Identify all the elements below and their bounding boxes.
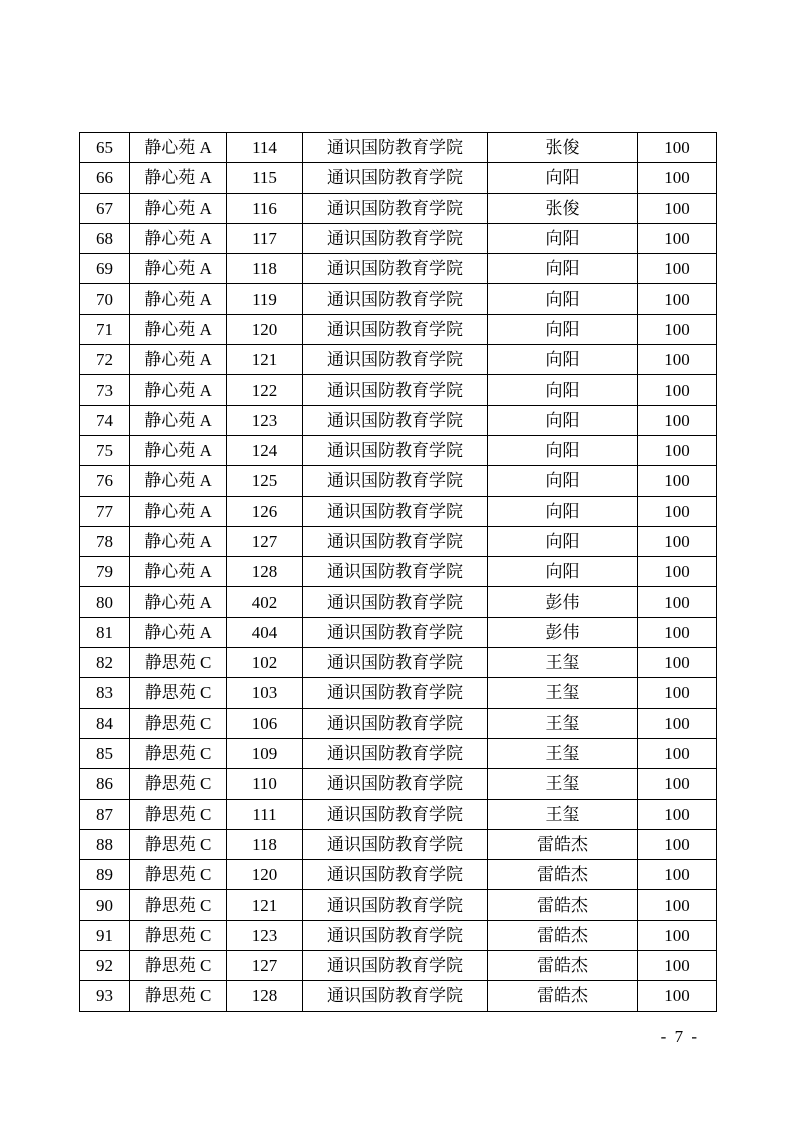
college-cell: 通识国防教育学院 bbox=[303, 981, 488, 1011]
building-cell: 静心苑 A bbox=[130, 375, 227, 405]
room-number-cell: 122 bbox=[227, 375, 303, 405]
score-cell: 100 bbox=[638, 314, 717, 344]
score-cell: 100 bbox=[638, 981, 717, 1011]
table-row bbox=[80, 829, 717, 859]
score-cell: 100 bbox=[638, 708, 717, 738]
row-number-cell: 82 bbox=[80, 648, 130, 678]
row-number-cell: 89 bbox=[80, 860, 130, 890]
building-cell: 静心苑 A bbox=[130, 163, 227, 193]
building-cell: 静思苑 C bbox=[130, 738, 227, 768]
college-cell: 通识国防教育学院 bbox=[303, 951, 488, 981]
person-name-cell: 向阳 bbox=[488, 435, 638, 465]
college-cell: 通识国防教育学院 bbox=[303, 738, 488, 768]
person-name-cell: 向阳 bbox=[488, 223, 638, 253]
table-row bbox=[80, 254, 717, 284]
room-number-cell: 120 bbox=[227, 860, 303, 890]
college-cell: 通识国防教育学院 bbox=[303, 860, 488, 890]
person-name-cell: 向阳 bbox=[488, 163, 638, 193]
person-name-cell: 向阳 bbox=[488, 345, 638, 375]
row-number-cell: 75 bbox=[80, 435, 130, 465]
building-cell: 静思苑 C bbox=[130, 648, 227, 678]
building-cell: 静心苑 A bbox=[130, 223, 227, 253]
score-cell: 100 bbox=[638, 587, 717, 617]
person-name-cell: 王玺 bbox=[488, 799, 638, 829]
table-row bbox=[80, 981, 717, 1011]
room-number-cell: 121 bbox=[227, 345, 303, 375]
row-number-cell: 81 bbox=[80, 617, 130, 647]
score-cell: 100 bbox=[638, 890, 717, 920]
college-cell: 通识国防教育学院 bbox=[303, 648, 488, 678]
row-number-cell: 70 bbox=[80, 284, 130, 314]
college-cell: 通识国防教育学院 bbox=[303, 223, 488, 253]
room-number-cell: 121 bbox=[227, 890, 303, 920]
table-row bbox=[80, 799, 717, 829]
row-number-cell: 79 bbox=[80, 557, 130, 587]
table-row bbox=[80, 345, 717, 375]
college-cell: 通识国防教育学院 bbox=[303, 284, 488, 314]
score-cell: 100 bbox=[638, 920, 717, 950]
table-row bbox=[80, 920, 717, 950]
college-cell: 通识国防教育学院 bbox=[303, 405, 488, 435]
room-number-cell: 119 bbox=[227, 284, 303, 314]
college-cell: 通识国防教育学院 bbox=[303, 557, 488, 587]
score-cell: 100 bbox=[638, 345, 717, 375]
building-cell: 静心苑 A bbox=[130, 557, 227, 587]
table-row bbox=[80, 890, 717, 920]
building-cell: 静思苑 C bbox=[130, 708, 227, 738]
table-row bbox=[80, 284, 717, 314]
dormitory-score-table bbox=[79, 132, 717, 1012]
person-name-cell: 张俊 bbox=[488, 133, 638, 163]
table-row bbox=[80, 375, 717, 405]
building-cell: 静心苑 A bbox=[130, 193, 227, 223]
score-cell: 100 bbox=[638, 193, 717, 223]
room-number-cell: 128 bbox=[227, 557, 303, 587]
building-cell: 静思苑 C bbox=[130, 981, 227, 1011]
college-cell: 通识国防教育学院 bbox=[303, 526, 488, 556]
room-number-cell: 123 bbox=[227, 405, 303, 435]
college-cell: 通识国防教育学院 bbox=[303, 435, 488, 465]
table-row bbox=[80, 435, 717, 465]
score-cell: 100 bbox=[638, 648, 717, 678]
row-number-cell: 71 bbox=[80, 314, 130, 344]
college-cell: 通识国防教育学院 bbox=[303, 799, 488, 829]
person-name-cell: 雷皓杰 bbox=[488, 829, 638, 859]
building-cell: 静心苑 A bbox=[130, 526, 227, 556]
table-row bbox=[80, 314, 717, 344]
row-number-cell: 87 bbox=[80, 799, 130, 829]
table-row bbox=[80, 133, 717, 163]
score-cell: 100 bbox=[638, 254, 717, 284]
college-cell: 通识国防教育学院 bbox=[303, 829, 488, 859]
building-cell: 静思苑 C bbox=[130, 951, 227, 981]
row-number-cell: 65 bbox=[80, 133, 130, 163]
row-number-cell: 83 bbox=[80, 678, 130, 708]
college-cell: 通识国防教育学院 bbox=[303, 314, 488, 344]
person-name-cell: 王玺 bbox=[488, 678, 638, 708]
room-number-cell: 116 bbox=[227, 193, 303, 223]
room-number-cell: 111 bbox=[227, 799, 303, 829]
college-cell: 通识国防教育学院 bbox=[303, 163, 488, 193]
score-cell: 100 bbox=[638, 435, 717, 465]
table-row bbox=[80, 587, 717, 617]
score-cell: 100 bbox=[638, 829, 717, 859]
person-name-cell: 向阳 bbox=[488, 314, 638, 344]
building-cell: 静思苑 C bbox=[130, 829, 227, 859]
building-cell: 静思苑 C bbox=[130, 769, 227, 799]
row-number-cell: 77 bbox=[80, 496, 130, 526]
building-cell: 静思苑 C bbox=[130, 860, 227, 890]
room-number-cell: 123 bbox=[227, 920, 303, 950]
college-cell: 通识国防教育学院 bbox=[303, 890, 488, 920]
room-number-cell: 114 bbox=[227, 133, 303, 163]
room-number-cell: 124 bbox=[227, 435, 303, 465]
room-number-cell: 404 bbox=[227, 617, 303, 647]
room-number-cell: 118 bbox=[227, 254, 303, 284]
room-number-cell: 118 bbox=[227, 829, 303, 859]
building-cell: 静心苑 A bbox=[130, 314, 227, 344]
college-cell: 通识国防教育学院 bbox=[303, 375, 488, 405]
person-name-cell: 雷皓杰 bbox=[488, 951, 638, 981]
table-row bbox=[80, 163, 717, 193]
row-number-cell: 74 bbox=[80, 405, 130, 435]
row-number-cell: 72 bbox=[80, 345, 130, 375]
college-cell: 通识国防教育学院 bbox=[303, 587, 488, 617]
row-number-cell: 80 bbox=[80, 587, 130, 617]
row-number-cell: 86 bbox=[80, 769, 130, 799]
person-name-cell: 张俊 bbox=[488, 193, 638, 223]
room-number-cell: 106 bbox=[227, 708, 303, 738]
room-number-cell: 126 bbox=[227, 496, 303, 526]
building-cell: 静心苑 A bbox=[130, 587, 227, 617]
score-cell: 100 bbox=[638, 769, 717, 799]
row-number-cell: 69 bbox=[80, 254, 130, 284]
person-name-cell: 向阳 bbox=[488, 405, 638, 435]
table-row bbox=[80, 738, 717, 768]
table-row bbox=[80, 769, 717, 799]
person-name-cell: 雷皓杰 bbox=[488, 860, 638, 890]
score-cell: 100 bbox=[638, 405, 717, 435]
person-name-cell: 雷皓杰 bbox=[488, 981, 638, 1011]
college-cell: 通识国防教育学院 bbox=[303, 769, 488, 799]
table-row bbox=[80, 405, 717, 435]
room-number-cell: 128 bbox=[227, 981, 303, 1011]
score-cell: 100 bbox=[638, 223, 717, 253]
building-cell: 静心苑 A bbox=[130, 405, 227, 435]
score-cell: 100 bbox=[638, 557, 717, 587]
score-cell: 100 bbox=[638, 678, 717, 708]
score-cell: 100 bbox=[638, 496, 717, 526]
college-cell: 通识国防教育学院 bbox=[303, 920, 488, 950]
page-number: - 7 - bbox=[660, 1027, 699, 1046]
score-cell: 100 bbox=[638, 738, 717, 768]
building-cell: 静心苑 A bbox=[130, 254, 227, 284]
row-number-cell: 85 bbox=[80, 738, 130, 768]
building-cell: 静心苑 A bbox=[130, 284, 227, 314]
college-cell: 通识国防教育学院 bbox=[303, 133, 488, 163]
person-name-cell: 彭伟 bbox=[488, 587, 638, 617]
room-number-cell: 115 bbox=[227, 163, 303, 193]
person-name-cell: 王玺 bbox=[488, 769, 638, 799]
table-row bbox=[80, 617, 717, 647]
building-cell: 静心苑 A bbox=[130, 617, 227, 647]
college-cell: 通识国防教育学院 bbox=[303, 193, 488, 223]
room-number-cell: 120 bbox=[227, 314, 303, 344]
building-cell: 静心苑 A bbox=[130, 466, 227, 496]
college-cell: 通识国防教育学院 bbox=[303, 466, 488, 496]
score-cell: 100 bbox=[638, 284, 717, 314]
person-name-cell: 向阳 bbox=[488, 254, 638, 284]
row-number-cell: 88 bbox=[80, 829, 130, 859]
room-number-cell: 402 bbox=[227, 587, 303, 617]
score-cell: 100 bbox=[638, 526, 717, 556]
table-row bbox=[80, 193, 717, 223]
score-cell: 100 bbox=[638, 375, 717, 405]
college-cell: 通识国防教育学院 bbox=[303, 496, 488, 526]
table-row bbox=[80, 496, 717, 526]
person-name-cell: 雷皓杰 bbox=[488, 890, 638, 920]
room-number-cell: 109 bbox=[227, 738, 303, 768]
person-name-cell: 向阳 bbox=[488, 557, 638, 587]
score-cell: 100 bbox=[638, 466, 717, 496]
person-name-cell: 向阳 bbox=[488, 466, 638, 496]
score-cell: 100 bbox=[638, 163, 717, 193]
row-number-cell: 92 bbox=[80, 951, 130, 981]
score-cell: 100 bbox=[638, 617, 717, 647]
score-cell: 100 bbox=[638, 133, 717, 163]
room-number-cell: 117 bbox=[227, 223, 303, 253]
room-number-cell: 127 bbox=[227, 526, 303, 556]
person-name-cell: 王玺 bbox=[488, 648, 638, 678]
person-name-cell: 彭伟 bbox=[488, 617, 638, 647]
row-number-cell: 66 bbox=[80, 163, 130, 193]
table-row bbox=[80, 860, 717, 890]
college-cell: 通识国防教育学院 bbox=[303, 708, 488, 738]
row-number-cell: 90 bbox=[80, 890, 130, 920]
building-cell: 静思苑 C bbox=[130, 799, 227, 829]
person-name-cell: 向阳 bbox=[488, 496, 638, 526]
room-number-cell: 110 bbox=[227, 769, 303, 799]
building-cell: 静思苑 C bbox=[130, 890, 227, 920]
room-number-cell: 102 bbox=[227, 648, 303, 678]
college-cell: 通识国防教育学院 bbox=[303, 345, 488, 375]
room-number-cell: 125 bbox=[227, 466, 303, 496]
building-cell: 静思苑 C bbox=[130, 678, 227, 708]
table-row bbox=[80, 708, 717, 738]
table-row bbox=[80, 951, 717, 981]
row-number-cell: 78 bbox=[80, 526, 130, 556]
college-cell: 通识国防教育学院 bbox=[303, 678, 488, 708]
building-cell: 静心苑 A bbox=[130, 345, 227, 375]
room-number-cell: 127 bbox=[227, 951, 303, 981]
score-cell: 100 bbox=[638, 860, 717, 890]
college-cell: 通识国防教育学院 bbox=[303, 617, 488, 647]
building-cell: 静思苑 C bbox=[130, 920, 227, 950]
row-number-cell: 76 bbox=[80, 466, 130, 496]
person-name-cell: 向阳 bbox=[488, 375, 638, 405]
row-number-cell: 67 bbox=[80, 193, 130, 223]
table-row bbox=[80, 557, 717, 587]
score-cell: 100 bbox=[638, 951, 717, 981]
room-number-cell: 103 bbox=[227, 678, 303, 708]
row-number-cell: 68 bbox=[80, 223, 130, 253]
score-cell: 100 bbox=[638, 799, 717, 829]
college-cell: 通识国防教育学院 bbox=[303, 254, 488, 284]
row-number-cell: 91 bbox=[80, 920, 130, 950]
person-name-cell: 向阳 bbox=[488, 284, 638, 314]
person-name-cell: 雷皓杰 bbox=[488, 920, 638, 950]
table-row bbox=[80, 223, 717, 253]
table-row bbox=[80, 466, 717, 496]
person-name-cell: 王玺 bbox=[488, 738, 638, 768]
building-cell: 静心苑 A bbox=[130, 496, 227, 526]
building-cell: 静心苑 A bbox=[130, 435, 227, 465]
person-name-cell: 王玺 bbox=[488, 708, 638, 738]
building-cell: 静心苑 A bbox=[130, 133, 227, 163]
table-body bbox=[80, 133, 717, 1012]
table-row bbox=[80, 678, 717, 708]
row-number-cell: 93 bbox=[80, 981, 130, 1011]
table-row bbox=[80, 648, 717, 678]
person-name-cell: 向阳 bbox=[488, 526, 638, 556]
row-number-cell: 73 bbox=[80, 375, 130, 405]
table-row bbox=[80, 526, 717, 556]
row-number-cell: 84 bbox=[80, 708, 130, 738]
